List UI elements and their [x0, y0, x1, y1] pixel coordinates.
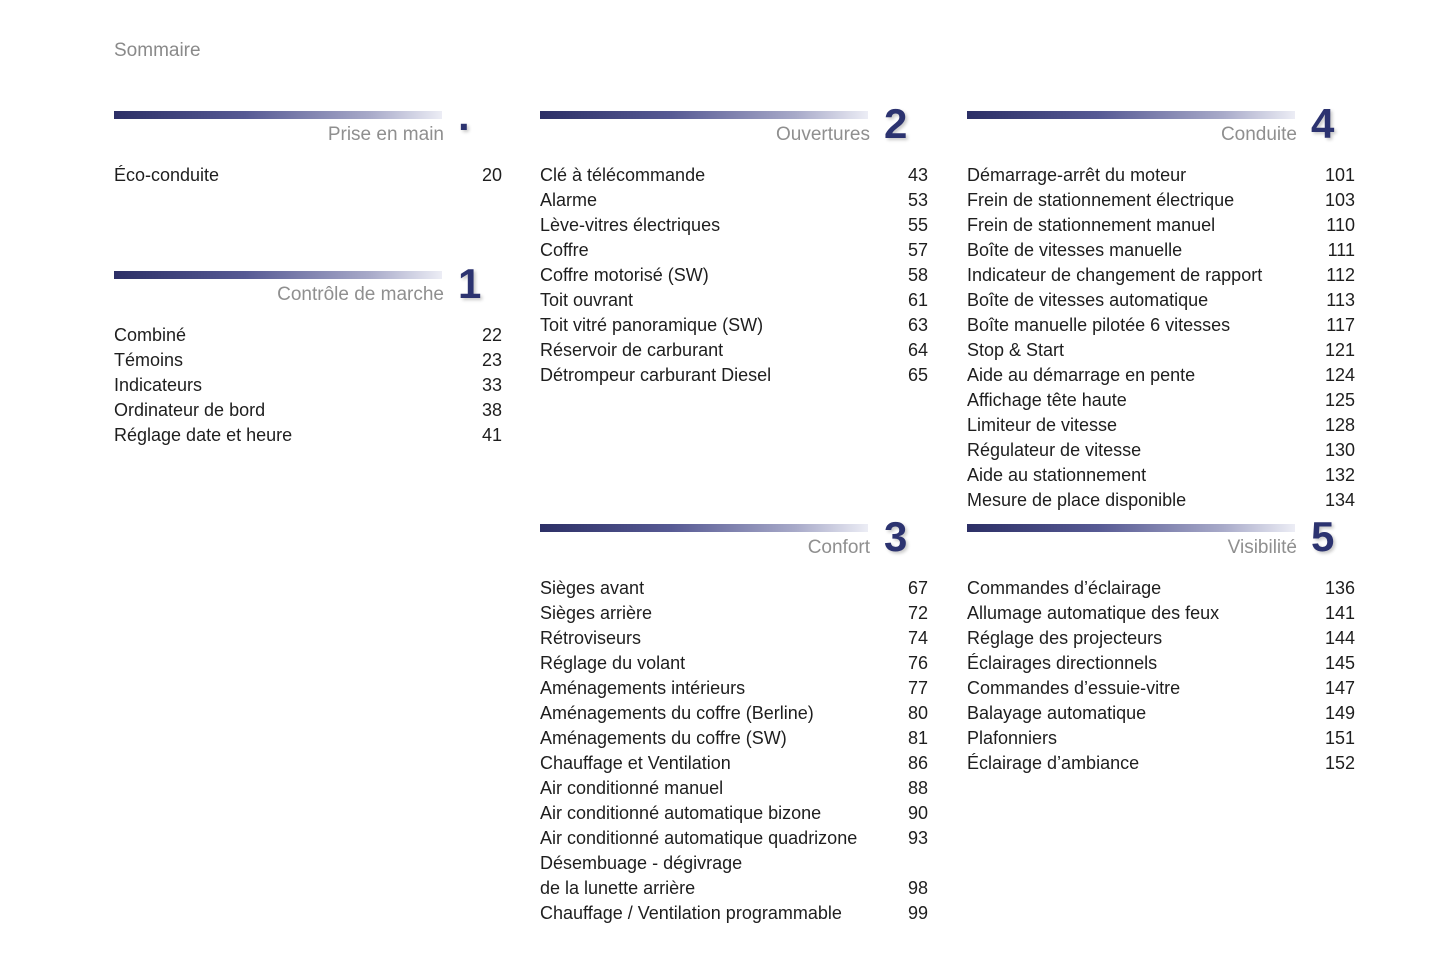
- section-title: Ouvertures: [776, 124, 870, 145]
- section-items: [540, 576, 928, 926]
- toc-entry-label: Air conditionné manuel: [540, 778, 724, 798]
- toc-entry-page: 144: [1324, 628, 1355, 648]
- toc-entry-label: Affichage tête haute: [967, 390, 1127, 410]
- section-header-bar: [114, 111, 442, 119]
- section-items: [967, 576, 1355, 776]
- toc-entry[interactable]: [540, 601, 928, 626]
- toc-entry-label: Balayage automatique: [967, 703, 1147, 723]
- toc-entry[interactable]: [540, 751, 928, 776]
- toc-entry-label: Aide au stationnement: [967, 465, 1147, 485]
- toc-entry-label: Plafonniers: [967, 728, 1058, 748]
- section-visibilite: [967, 513, 1355, 776]
- section-items: [114, 163, 502, 188]
- section-header-bar: [540, 111, 868, 119]
- toc-entry-label: Aide au démarrage en pente: [967, 365, 1196, 385]
- toc-entry-page: 61: [907, 290, 928, 310]
- toc-entry-page: 152: [1324, 753, 1355, 773]
- toc-entry[interactable]: [114, 348, 502, 373]
- toc-entry-label: Éclairages directionnels: [967, 653, 1158, 673]
- toc-entry-page: 72: [907, 603, 928, 623]
- toc-entry-label: Chauffage et Ventilation: [540, 753, 731, 773]
- toc-entry-page: 149: [1324, 703, 1355, 723]
- toc-entry[interactable]: [967, 388, 1355, 413]
- toc-entry[interactable]: [540, 363, 928, 388]
- toc-entry[interactable]: [967, 363, 1355, 388]
- section-number: 1: [458, 260, 482, 307]
- toc-entry[interactable]: [967, 676, 1355, 701]
- section-items: [114, 323, 502, 448]
- toc-entry[interactable]: [114, 398, 502, 423]
- toc-entry-label: Sièges avant: [540, 578, 645, 598]
- toc-entry-page: 67: [907, 578, 928, 598]
- section-header-bar: [967, 111, 1295, 119]
- toc-entry-label: Limiteur de vitesse: [967, 415, 1118, 435]
- section-prise-en-main: [114, 92, 502, 188]
- toc-entry[interactable]: [540, 701, 928, 726]
- toc-entry-page: 99: [907, 903, 928, 923]
- toc-entry-label: Boîte de vitesses automatique: [967, 290, 1209, 310]
- toc-entry[interactable]: [540, 263, 928, 288]
- toc-entry-page: 101: [1324, 165, 1355, 185]
- toc-entry[interactable]: [540, 726, 928, 751]
- toc-entry-label: Détrompeur carburant Diesel: [540, 365, 772, 385]
- toc-entry[interactable]: [540, 313, 928, 338]
- toc-entry-page: 23: [481, 350, 502, 370]
- toc-entry-label: Régulateur de vitesse: [967, 440, 1142, 460]
- toc-entry[interactable]: [967, 488, 1355, 513]
- section-header: [967, 100, 1355, 163]
- toc-entry-page: 41: [481, 425, 502, 445]
- toc-entry-label: Réservoir de carburant: [540, 340, 724, 360]
- toc-entry-page: 145: [1324, 653, 1355, 673]
- toc-entry-page: 141: [1324, 603, 1355, 623]
- toc-entry[interactable]: [114, 373, 502, 398]
- section-header-bar: [114, 271, 442, 279]
- toc-entry-label: Boîte de vitesses manuelle: [967, 240, 1183, 260]
- section-number: 5: [1311, 513, 1335, 560]
- toc-entry-label: Boîte manuelle pilotée 6 vitesses: [967, 315, 1231, 335]
- toc-entry-page: 22: [481, 325, 502, 345]
- section-header: [114, 260, 502, 323]
- toc-entry-label: Allumage automatique des feux: [967, 603, 1220, 623]
- toc-entry-label: Éclairage d’ambiance: [967, 753, 1140, 773]
- toc-entry-page: 86: [907, 753, 928, 773]
- toc-entry-label: Air conditionné automatique quadrizone: [540, 828, 858, 848]
- toc-entry-page: 58: [907, 265, 928, 285]
- toc-entry-page: 33: [481, 375, 502, 395]
- toc-entry[interactable]: [540, 238, 928, 263]
- section-title: Confort: [807, 537, 870, 558]
- toc-entry-page: 125: [1324, 390, 1355, 410]
- toc-entry-label: Réglage date et heure: [114, 425, 293, 445]
- toc-entry[interactable]: [967, 263, 1355, 288]
- toc-entry-label: Alarme: [540, 190, 598, 210]
- toc-entry-page: 64: [907, 340, 928, 360]
- toc-entry-label: Témoins: [114, 350, 184, 370]
- toc-entry-page: 134: [1324, 490, 1355, 510]
- toc-entry[interactable]: [967, 313, 1355, 338]
- toc-entry-page: 110: [1326, 215, 1355, 235]
- toc-entry[interactable]: [540, 651, 928, 676]
- toc-entry-label: Mesure de place disponible: [967, 490, 1187, 510]
- section-items: [967, 163, 1355, 513]
- toc-entry-label: Commandes d’essuie-vitre: [967, 678, 1181, 698]
- section-number: 2: [884, 100, 908, 147]
- toc-entry[interactable]: [540, 338, 928, 363]
- toc-entry[interactable]: [967, 463, 1355, 488]
- toc-entry-page: 98: [907, 878, 928, 898]
- toc-entry-label: Toit vitré panoramique (SW): [540, 315, 764, 335]
- toc-entry[interactable]: [540, 576, 928, 601]
- toc-entry-page: 90: [907, 803, 928, 823]
- toc-entry[interactable]: [967, 238, 1355, 263]
- section-title: Conduite: [1220, 124, 1297, 145]
- section-header: [967, 513, 1355, 576]
- section-items: [540, 163, 928, 388]
- toc-entry-label: Stop & Start: [967, 340, 1065, 360]
- toc-entry-label: Frein de stationnement manuel: [967, 215, 1216, 235]
- toc-entry[interactable]: [967, 213, 1355, 238]
- toc-entry-page: 113: [1326, 290, 1355, 310]
- toc-entry-page: 130: [1324, 440, 1355, 460]
- section-title: Contrôle de marche: [277, 284, 444, 305]
- toc-entry[interactable]: [967, 576, 1355, 601]
- toc-entry-label: Lève-vitres électriques: [540, 215, 721, 235]
- toc-entry-label: Combiné: [114, 325, 187, 345]
- toc-entry[interactable]: [540, 626, 928, 651]
- toc-entry[interactable]: [540, 851, 928, 901]
- toc-entry-label: Air conditionné automatique bizone: [540, 803, 822, 823]
- toc-entry-page: 112: [1326, 265, 1355, 285]
- toc-entry[interactable]: [540, 676, 928, 701]
- toc-entry-page: 117: [1326, 315, 1355, 335]
- toc-entry-label: Coffre motorisé (SW): [540, 265, 709, 285]
- toc-entry-page: 147: [1324, 678, 1355, 698]
- section-header-bar: [540, 524, 868, 532]
- section-conduite: [967, 100, 1355, 513]
- section-header: [540, 100, 928, 163]
- toc-entry-page: 88: [907, 778, 928, 798]
- toc-entry-label: Indicateur de changement de rapport: [967, 265, 1263, 285]
- toc-entry-label: Sièges arrière: [540, 603, 653, 623]
- page-title: Sommaire: [114, 40, 201, 61]
- section-title: Visibilité: [1227, 537, 1297, 558]
- toc-entry-label: Frein de stationnement électrique: [967, 190, 1235, 210]
- section-header-bar: [967, 524, 1295, 532]
- toc-entry[interactable]: [114, 423, 502, 448]
- toc-entry[interactable]: [540, 776, 928, 801]
- toc-entry-label: Démarrage-arrêt du moteur: [967, 165, 1187, 185]
- toc-entry-page: 38: [481, 400, 502, 420]
- toc-entry[interactable]: [967, 288, 1355, 313]
- toc-entry[interactable]: [967, 751, 1355, 776]
- toc-entry-page: 76: [907, 653, 928, 673]
- toc-entry-label: Clé à télécommande: [540, 165, 706, 185]
- toc-entry-page: 57: [907, 240, 928, 260]
- toc-entry-page: 53: [907, 190, 928, 210]
- toc-entry-page: 132: [1324, 465, 1355, 485]
- toc-entry-page: 74: [907, 628, 928, 648]
- toc-entry-label: Aménagements intérieurs: [540, 678, 746, 698]
- toc-entry-label: Indicateurs: [114, 375, 203, 395]
- section-confort: [540, 513, 928, 926]
- section-ouvertures: [540, 100, 928, 388]
- toc-entry-label: Désembuage - dégivrage de la lunette arrière: [540, 853, 743, 898]
- toc-entry[interactable]: [540, 801, 928, 826]
- toc-entry-page: 80: [907, 703, 928, 723]
- toc-entry[interactable]: [967, 601, 1355, 626]
- toc-entry[interactable]: [540, 901, 928, 926]
- toc-entry[interactable]: [540, 288, 928, 313]
- toc-entry-page: 124: [1324, 365, 1355, 385]
- toc-entry-label: Commandes d’éclairage: [967, 578, 1162, 598]
- toc-entry[interactable]: [967, 726, 1355, 751]
- toc-entry[interactable]: [540, 213, 928, 238]
- toc-entry-label: Coffre: [540, 240, 589, 260]
- toc-entry-page: 111: [1327, 240, 1355, 260]
- toc-entry[interactable]: [540, 188, 928, 213]
- toc-entry-page: 20: [481, 165, 502, 185]
- section-number: 3: [884, 513, 908, 560]
- toc-entry[interactable]: [967, 163, 1355, 188]
- toc-entry[interactable]: [967, 438, 1355, 463]
- toc-entry[interactable]: [967, 626, 1355, 651]
- toc-entry[interactable]: [967, 701, 1355, 726]
- toc-entry-label: Chauffage / Ventilation programmable: [540, 903, 842, 923]
- toc-entry-page: 81: [907, 728, 928, 748]
- toc-entry[interactable]: [114, 163, 502, 188]
- toc-entry-label: Réglage du volant: [540, 653, 686, 673]
- toc-entry-page: 151: [1324, 728, 1355, 748]
- toc-entry[interactable]: [114, 323, 502, 348]
- toc-entry[interactable]: [967, 413, 1355, 438]
- toc-entry-label: Réglage des projecteurs: [967, 628, 1163, 648]
- toc-entry-page: 128: [1324, 415, 1355, 435]
- section-number: .: [458, 92, 470, 139]
- toc-entry-page: 121: [1324, 340, 1355, 360]
- toc-entry-page: 93: [907, 828, 928, 848]
- toc-entry-page: 43: [907, 165, 928, 185]
- toc-entry-page: 136: [1324, 578, 1355, 598]
- toc-entry-label: Rétroviseurs: [540, 628, 642, 648]
- toc-entry-page: 77: [907, 678, 928, 698]
- toc-entry[interactable]: [967, 338, 1355, 363]
- toc-entry-label: Toit ouvrant: [540, 290, 634, 310]
- section-header: [540, 513, 928, 576]
- toc-entry[interactable]: [540, 163, 928, 188]
- section-title: Prise en main: [327, 124, 444, 145]
- toc-entry-page: 103: [1324, 190, 1355, 210]
- section-number: 4: [1311, 100, 1335, 147]
- section-header: [114, 92, 502, 163]
- section-controle-de-marche: [114, 260, 502, 448]
- toc-entry[interactable]: [540, 826, 928, 851]
- toc-entry-label: Ordinateur de bord: [114, 400, 266, 420]
- toc-entry-page: 55: [907, 215, 928, 235]
- toc-entry-page: 65: [907, 365, 928, 385]
- toc-entry[interactable]: [967, 651, 1355, 676]
- toc-entry-label: Aménagements du coffre (Berline): [540, 703, 814, 723]
- toc-entry-label: Aménagements du coffre (SW): [540, 728, 787, 748]
- toc-entry-label: Éco-conduite: [114, 165, 220, 185]
- toc-entry-page: 63: [907, 315, 928, 335]
- toc-entry[interactable]: [967, 188, 1355, 213]
